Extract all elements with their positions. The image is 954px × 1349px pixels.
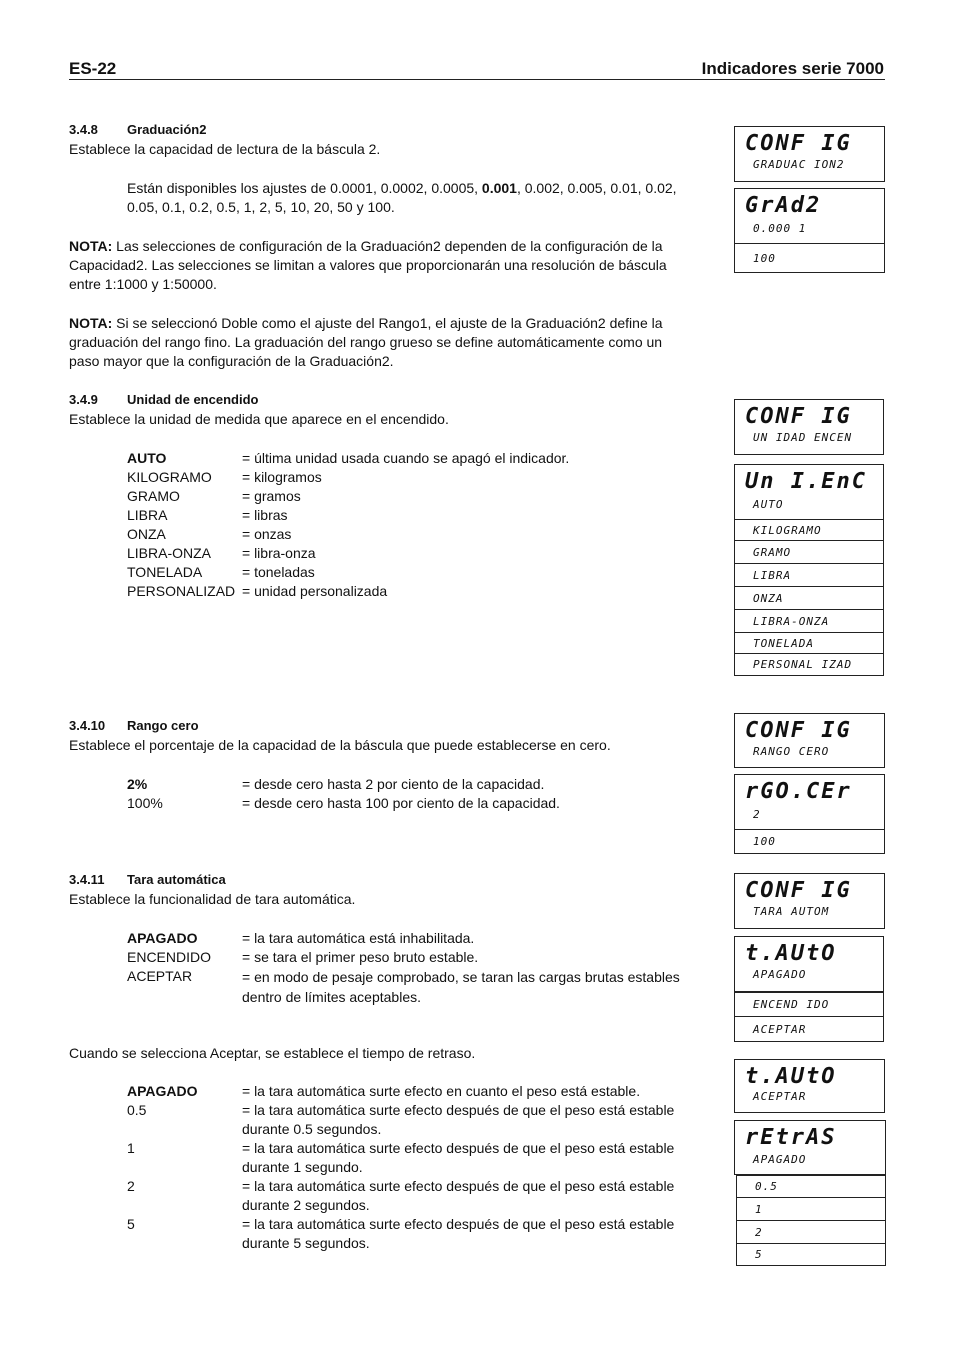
- option-key: 2: [127, 1178, 135, 1194]
- delay-intro: Cuando se selecciona Aceptar, se establece el tiempo de retraso.: [69, 1045, 476, 1061]
- display-sub-text: AUTO: [753, 498, 784, 511]
- display-sub-text: ACEPTAR: [753, 1090, 807, 1103]
- option-list: [127, 775, 707, 813]
- display-option: 5: [736, 1244, 886, 1266]
- option-key: LIBRA-ONZA: [127, 545, 212, 561]
- option-key: GRAMO: [127, 488, 180, 504]
- option-key: 1: [127, 1140, 135, 1156]
- default-setting: 0.001: [481, 180, 517, 196]
- option-value: = la tara automática surte efecto después de que el peso está estable durante 2 segundos.: [242, 1178, 675, 1213]
- option-row: [127, 506, 707, 525]
- display-option: LIBRA: [734, 564, 884, 587]
- section-description: Establece la unidad de medida que aparece en el encendido.: [69, 411, 449, 427]
- section-title: Unidad de encendido: [127, 392, 259, 407]
- display-main-text: Un I.EnC: [745, 469, 867, 494]
- note-text: Las selecciones de configuración de la Graduación2 dependen de la configuración de la Capacidad2. Las selecciones se limitan a valores que proporcionarán una resolución de báscula entre 1:1000 y 1:50000.: [69, 238, 667, 293]
- display-option: KILOGRAMO: [734, 520, 884, 541]
- option-key: 5: [127, 1216, 135, 1232]
- option-value: = toneladas: [242, 564, 315, 580]
- option-row: [127, 1177, 707, 1215]
- display-config-graduacion2: [734, 126, 885, 182]
- note-label: NOTA:: [69, 315, 113, 331]
- note-text: Si se seleccionó Doble como el ajuste del Rango1, el ajuste de la Graduación2 define la graduación del rango fino. La graduación del rango grueso se define automáticamente como un paso mayor que la configuración de la Graduación2.: [69, 315, 663, 370]
- display-option: ENCEND IDO: [734, 992, 884, 1017]
- option-row: [127, 525, 707, 544]
- display-retras: [734, 1120, 886, 1175]
- option-value: = se tara el primer peso bruto estable.: [242, 949, 479, 965]
- option-row: [127, 967, 707, 1005]
- display-main-text: GrAd2: [745, 193, 822, 218]
- section-number: 3.4.10: [69, 718, 106, 733]
- option-row: [127, 1215, 707, 1253]
- option-key: ENCENDIDO: [127, 949, 212, 965]
- section-title: Rango cero: [127, 718, 199, 733]
- option-key: 2%: [127, 776, 148, 792]
- section-description: Establece el porcentaje de la capacidad de la báscula que puede establecerse en cero.: [69, 737, 611, 753]
- option-value: = la tara automática está inhabilitada.: [242, 930, 475, 946]
- display-option: 1: [736, 1198, 886, 1221]
- available-settings-post: , 0.002, 0.005, 0.01, 0.02, 0.05, 0.1, 0.2, 0.5, 1, 2, 5, 10, 20, 50 y 100.: [127, 180, 677, 216]
- option-row: [127, 468, 707, 487]
- display-config-tara: [734, 873, 885, 929]
- section-description: Establece la funcionalidad de tara automática.: [69, 891, 356, 907]
- document-title: Indicadores serie 7000: [701, 59, 884, 78]
- available-settings: [127, 179, 697, 217]
- display-sub-text: APAGADO: [753, 1153, 807, 1166]
- option-key: TONELADA: [127, 564, 203, 580]
- display-grad2: [734, 188, 885, 244]
- section-heading-3-4-8: [69, 122, 206, 137]
- option-key: APAGADO: [127, 930, 198, 946]
- option-key: ACEPTAR: [127, 968, 193, 984]
- option-key: PERSONALIZAD: [127, 583, 236, 599]
- display-sub-text: APAGADO: [753, 968, 807, 981]
- display-rgocer: [734, 774, 885, 830]
- display-main-text: t.AUtO: [745, 1064, 837, 1089]
- option-value: = libra-onza: [242, 545, 316, 561]
- option-key: KILOGRAMO: [127, 469, 212, 485]
- display-main-text: CONF IG: [745, 404, 852, 429]
- option-row: [127, 563, 707, 582]
- option-row: [127, 929, 707, 948]
- display-tauto-aceptar: [734, 1059, 885, 1113]
- option-value: = kilogramos: [242, 469, 322, 485]
- option-value: = gramos: [242, 488, 301, 504]
- option-row: [127, 1139, 707, 1177]
- header-rule: [69, 79, 885, 80]
- display-main-text: CONF IG: [745, 878, 852, 903]
- display-tauto: [734, 936, 884, 992]
- display-main-text: CONF IG: [745, 718, 852, 743]
- display-main-text: rGO.CEr: [745, 779, 852, 804]
- option-value: = unidad personalizada: [242, 583, 388, 599]
- display-option: GRAMO: [734, 541, 884, 564]
- option-key: 100%: [127, 795, 163, 811]
- display-option: 100: [734, 830, 885, 854]
- page-number: ES-22: [69, 59, 117, 78]
- option-value: = desde cero hasta 2 por ciento de la capacidad.: [242, 776, 545, 792]
- display-option: TONELADA: [734, 633, 884, 654]
- option-row: [127, 449, 707, 468]
- section-heading-3-4-9: [69, 392, 258, 407]
- option-key: AUTO: [127, 450, 167, 466]
- option-row: [127, 775, 707, 794]
- display-option: ACEPTAR: [734, 1017, 884, 1042]
- option-row: [127, 948, 707, 967]
- section-heading-3-4-10: [69, 718, 199, 733]
- option-row: [127, 544, 707, 563]
- section-title: Graduación2: [127, 122, 207, 137]
- option-value: = la tara automática surte efecto después de que el peso está estable durante 0.5 segundos.: [242, 1102, 675, 1137]
- display-sub-text: UN IDAD ENCEN: [753, 431, 853, 444]
- available-settings-pre: Están disponibles los ajustes de 0.0001, 0.0002, 0.0005,: [127, 180, 482, 196]
- option-row: [127, 582, 707, 601]
- option-value: = la tara automática surte efecto después de que el peso está estable durante 1 segundo.: [242, 1140, 675, 1175]
- option-value: = la tara automática surte efecto después de que el peso está estable durante 5 segundos.: [242, 1216, 675, 1251]
- display-sub-text: RANGO CERO: [753, 745, 830, 758]
- display-main-text: rEtrAS: [745, 1125, 837, 1150]
- display-option: PERSONAL IZAD: [734, 654, 884, 676]
- option-key: APAGADO: [127, 1083, 198, 1099]
- option-value: = la tara automática surte efecto en cuanto el peso está estable.: [242, 1083, 641, 1099]
- option-value: = desde cero hasta 100 por ciento de la capacidad.: [242, 795, 560, 811]
- display-sub-text: 0.000 1: [753, 222, 807, 235]
- option-row: [127, 1082, 707, 1101]
- option-value: = última unidad usada cuando se apagó el indicador.: [242, 450, 570, 466]
- display-option: ONZA: [734, 587, 884, 610]
- display-main-text: CONF IG: [745, 131, 852, 156]
- option-key: 0.5: [127, 1102, 147, 1118]
- display-main-text: t.AUtO: [745, 941, 837, 966]
- display-option: 0.5: [736, 1175, 886, 1198]
- display-sub-text: GRADUAC ION2: [753, 158, 845, 171]
- section-description: Establece la capacidad de lectura de la báscula 2.: [69, 141, 381, 157]
- display-sub-text: 2: [753, 808, 761, 821]
- section-title: Tara automática: [127, 872, 226, 887]
- option-list: [127, 449, 707, 601]
- display-unienc: [734, 464, 884, 520]
- display-option: 2: [736, 1221, 886, 1244]
- option-key: LIBRA: [127, 507, 168, 523]
- option-value: = libras: [242, 507, 288, 523]
- option-value: = en modo de pesaje comprobado, se taran las cargas brutas estables dentro de límites aceptables.: [242, 969, 680, 1005]
- option-row: [127, 487, 707, 506]
- section-number: 3.4.9: [69, 392, 98, 407]
- delay-option-list: [127, 1082, 707, 1253]
- section-heading-3-4-11: [69, 872, 226, 887]
- option-row: [127, 1101, 707, 1139]
- display-option: LIBRA-ONZA: [734, 610, 884, 633]
- option-list: [127, 929, 707, 1005]
- display-option: 100: [734, 244, 885, 273]
- display-config-rango: [734, 713, 885, 768]
- section-number: 3.4.11: [69, 872, 105, 887]
- display-sub-text: TARA AUTOM: [753, 905, 830, 918]
- note-1: [69, 237, 689, 295]
- display-config-unidad: [734, 399, 884, 455]
- option-key: ONZA: [127, 526, 166, 542]
- option-row: [127, 794, 707, 813]
- note-2: [69, 314, 689, 372]
- section-number: 3.4.8: [69, 122, 98, 137]
- option-value: = onzas: [242, 526, 292, 542]
- note-label: NOTA:: [69, 238, 113, 254]
